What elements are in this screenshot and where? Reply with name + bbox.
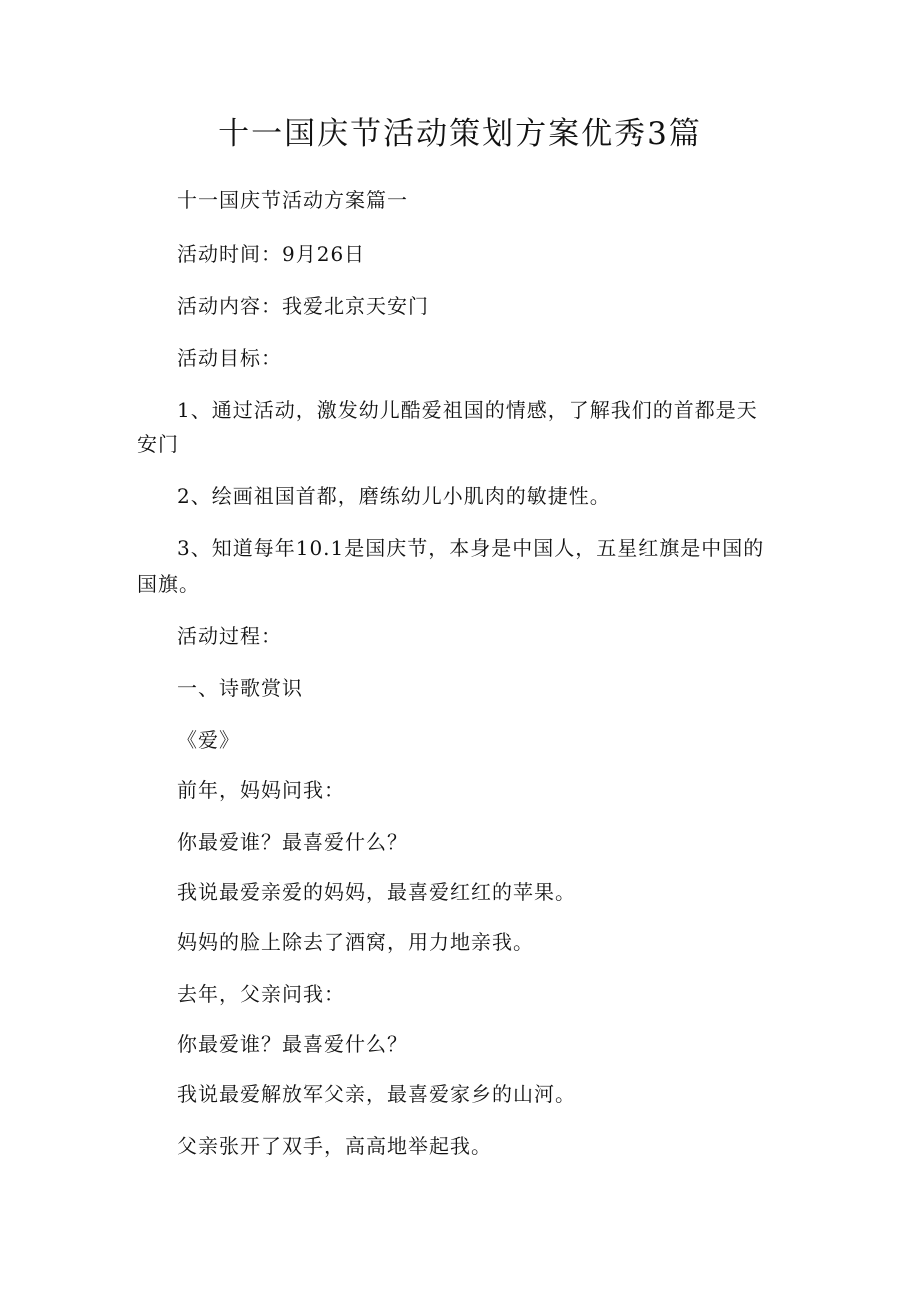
poem-line: 妈妈的脸上除去了酒窝，用力地亲我。	[177, 930, 534, 954]
activity-time: 活动时间：9月26日	[177, 242, 366, 266]
poem-line: 我说最爱亲爱的妈妈，最喜爱红红的苹果。	[177, 880, 576, 904]
poem-line: 去年，父亲问我：	[177, 982, 345, 1006]
poem-section-heading: 一、诗歌赏识	[177, 676, 303, 700]
activity-content: 活动内容：我爱北京天安门	[177, 294, 429, 318]
activity-goals-heading: 活动目标：	[177, 346, 282, 370]
goal-2: 2、绘画祖国首都，磨练幼儿小肌肉的敏捷性。	[177, 484, 611, 508]
poem-line: 我说最爱解放军父亲，最喜爱家乡的山河。	[177, 1082, 576, 1106]
poem-line: 你最爱谁？最喜爱什么？	[177, 1032, 408, 1056]
poem-line: 父亲张开了双手，高高地举起我。	[177, 1134, 492, 1158]
poem-title: 《爱》	[177, 728, 240, 752]
goal-3-line-2: 国旗。	[137, 572, 200, 596]
document-title: 十一国庆节活动策划方案优秀3篇	[218, 116, 702, 152]
poem-line: 前年，妈妈问我：	[177, 778, 345, 802]
activity-process-heading: 活动过程：	[177, 624, 282, 648]
goal-3-line-1: 3、知道每年10.1是国庆节，本身是中国人，五星红旗是中国的	[177, 536, 765, 560]
poem-line: 你最爱谁？最喜爱什么？	[177, 830, 408, 854]
section-heading: 十一国庆节活动方案篇一	[177, 188, 408, 212]
goal-1-line-1: 1、通过活动，激发幼儿酷爱祖国的情感，了解我们的首都是天	[177, 398, 758, 422]
goal-1-line-2: 安门	[137, 432, 179, 456]
